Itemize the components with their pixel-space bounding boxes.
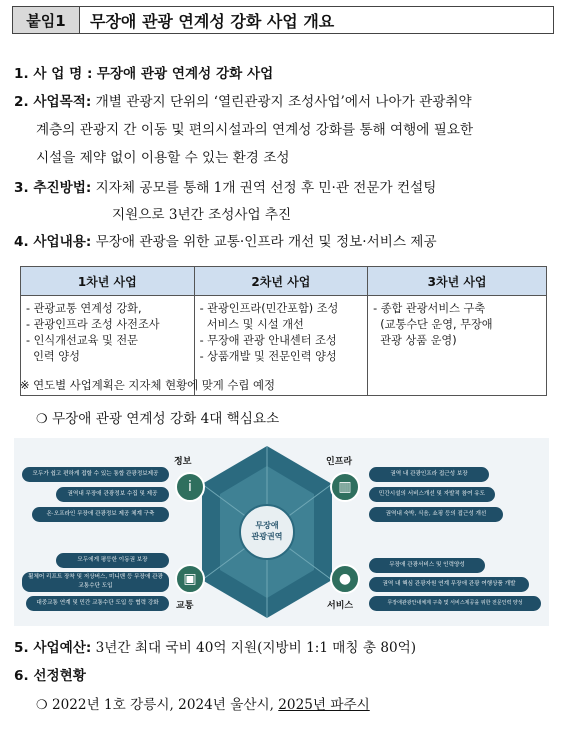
bus-icon: ▣ bbox=[175, 564, 205, 594]
key-elements-heading bbox=[36, 407, 279, 427]
transport-item: 대중교통 연계 및 민간 교통수단 도입 등 협력 강화 bbox=[26, 596, 169, 611]
section-5 bbox=[14, 636, 416, 660]
section-5-text: 3년간 최대 국비 40억 지원(지방비 1:1 매칭 총 80억) bbox=[95, 640, 417, 656]
info-icon: i bbox=[175, 472, 205, 502]
infra-item: 권역내 숙박, 식음, 쇼핑 등의 접근성 개선 bbox=[369, 507, 503, 522]
section-6-label: 6. 선정현황 bbox=[14, 668, 86, 684]
building-icon: ▥ bbox=[330, 472, 360, 502]
section-5-label: 5. 사업예산: bbox=[14, 640, 92, 656]
section-3 bbox=[14, 176, 436, 200]
section-2-line2: 계층의 관광지 간 이동 및 편의시설과의 연계성 강화를 통해 여행에 필요한 bbox=[36, 122, 474, 138]
table-line: - 종합 관광서비스 구축 bbox=[373, 302, 486, 315]
section-3-line1: 지자체 공모를 통해 1개 권역 선정 후 민·관 전문가 컨설팅 bbox=[95, 180, 437, 196]
table-line: 관광 상품 운영) bbox=[373, 334, 457, 347]
section-2-label: 2. 사업목적: bbox=[14, 94, 92, 110]
attachment-tag: 붙임1 bbox=[13, 7, 80, 33]
table-header-year3: 3차년 사업 bbox=[368, 267, 547, 296]
table-line: (교통수단 운영, 무장애 bbox=[373, 318, 493, 331]
service-item: 무장애관광안내체계 구축 및 서비스제공을 위한 전문인력 양성 bbox=[369, 596, 541, 611]
table-line: - 인식개선교육 및 전문 bbox=[26, 334, 138, 347]
info-item: 온·오프라인 무장애 관광정보 제공 체계 구축 bbox=[32, 507, 169, 522]
section-1-label: 1. 사 업 명 : bbox=[14, 66, 93, 82]
table-header-year2: 2차년 사업 bbox=[194, 267, 368, 296]
category-infra-label: 인프라 bbox=[326, 457, 353, 467]
infra-item: 권역 내 관광인프라 접근성 보장 bbox=[369, 467, 489, 482]
table-line: - 상품개발 및 전문인력 양성 bbox=[199, 350, 337, 363]
section-2-line3: 시설을 제약 없이 이용할 수 있는 환경 조성 bbox=[36, 150, 290, 166]
section-2-line1: 개별 관광지 단위의 ‘열린관광지 조성사업’에서 나아가 관광취약 bbox=[95, 94, 472, 110]
document-title: 무장애 관광 연계성 강화 사업 개요 bbox=[90, 11, 335, 31]
table-line: - 관광교통 연계성 강화, bbox=[26, 302, 142, 315]
section-1-text: 무장애 관광 연계성 강화 사업 bbox=[96, 66, 274, 82]
table-line: 서비스 및 시설 개선 bbox=[199, 318, 304, 331]
table-header-year1: 1차년 사업 bbox=[21, 267, 195, 296]
circle-bullet-icon: ❍ bbox=[36, 698, 48, 713]
person-icon: ● bbox=[330, 564, 360, 594]
plan-note: ※ 연도별 사업계획은 지자체 현황에 맞게 수립 예정 bbox=[20, 378, 275, 392]
table-line: - 관광인프라 조성 사전조사 bbox=[26, 318, 160, 331]
selection-text: 2022년 1호 강릉시, 2024년 울산시, bbox=[51, 697, 279, 713]
circle-bullet-icon: ❍ bbox=[36, 412, 48, 427]
info-item: 권역내 무장애 관광정보 수집 및 제공 bbox=[56, 487, 169, 502]
category-info-label: 정보 bbox=[174, 457, 192, 467]
section-4-text: 무장애 관광을 위한 교통·인프라 개선 및 정보·서비스 제공 bbox=[95, 234, 437, 250]
section-3-label: 3. 추진방법: bbox=[14, 180, 92, 196]
section-4 bbox=[14, 230, 437, 254]
key-elements-diagram bbox=[14, 438, 549, 626]
section-6 bbox=[14, 664, 86, 688]
transport-item: 휠체어 리프트 장착 및 저상버스, 미니밴 등 무장애 관광 교통수단 도입 bbox=[22, 572, 169, 592]
document-header bbox=[12, 6, 554, 34]
category-service-label: 서비스 bbox=[327, 601, 354, 611]
info-item: 모두가 쉽고 편하게 접할 수 있는 통합 관광정보제공 bbox=[22, 467, 169, 482]
section-3-line2: 지원으로 3년간 조성사업 추진 bbox=[112, 207, 292, 223]
table-line: 인력 양성 bbox=[26, 350, 80, 363]
section-1 bbox=[14, 62, 273, 86]
section-2 bbox=[14, 90, 472, 114]
center-label-line1: 무장애 bbox=[255, 521, 279, 530]
table-line: - 관광인프라(민간포함) 조성 bbox=[199, 302, 339, 315]
category-transport-label: 교통 bbox=[176, 601, 194, 611]
section-4-label: 4. 사업내용: bbox=[14, 234, 92, 250]
center-label-line2: 관광권역 bbox=[251, 532, 283, 541]
selection-status bbox=[36, 693, 370, 718]
center-label bbox=[240, 520, 294, 542]
table-line: - 무장애 관광 안내센터 조성 bbox=[199, 334, 337, 347]
service-item: 권역 내 핵심 관광자원 연계 무장애 관광 여행상품 개발 bbox=[369, 577, 529, 592]
infra-item: 민간시설의 서비스개선 및 자발적 참여 유도 bbox=[369, 487, 495, 502]
key-elements-text: 무장애 관광 연계성 강화 4대 핵심요소 bbox=[51, 411, 280, 427]
selection-highlight: 2025년 파주시 bbox=[278, 697, 370, 713]
transport-item: 모두에게 평등한 이동권 보장 bbox=[56, 553, 169, 568]
table-cell-year3 bbox=[368, 296, 547, 396]
service-item: 무장애 관광서비스 및 인력양성 bbox=[369, 558, 485, 573]
